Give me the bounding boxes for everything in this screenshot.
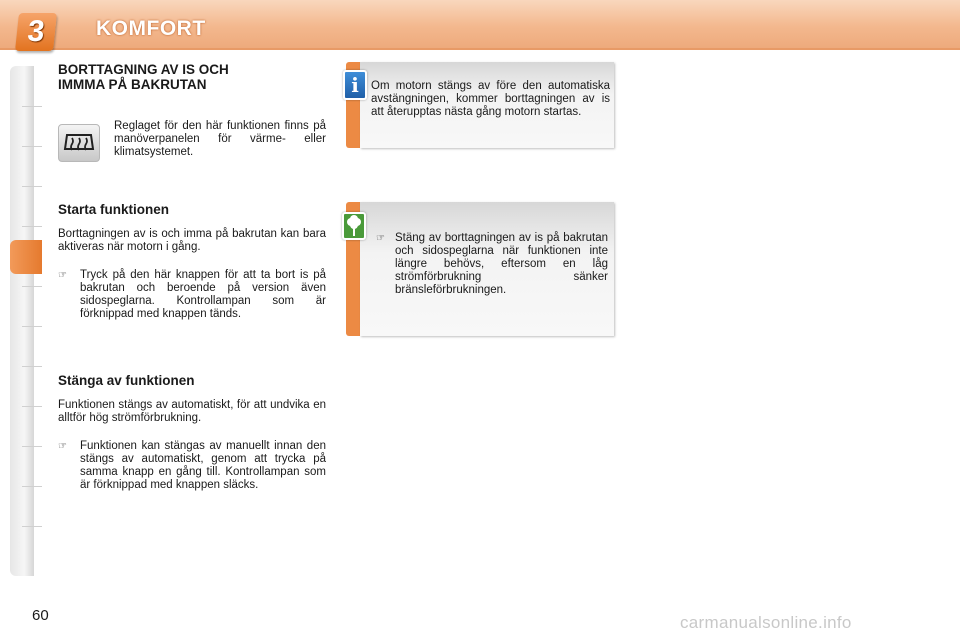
pointing-hand-icon: ☞ — [58, 441, 67, 452]
section-title — [58, 62, 229, 92]
section-title-line: IMMMA PÅ BAKRUTAN — [58, 77, 207, 92]
chapter-tab-divider — [22, 146, 42, 147]
start-text: Borttagningen av is och imma på bakrutan kan bara aktiveras när motorn i gång. — [58, 228, 326, 253]
chapter-tab-divider — [22, 326, 42, 327]
start-bullet-text: Tryck på den här knappen för att ta bort is på bakrutan och beroende på version även sidospeglarna. Kontrollampan som är förknippad med knappen tänds. — [80, 269, 326, 320]
pointing-hand-icon: ☞ — [376, 233, 385, 244]
chapter-tab-divider — [22, 406, 42, 407]
chapter-tab-divider — [22, 446, 42, 447]
eco-bullet-text: Stäng av borttagningen av is på bakrutan och sidospeglarna när funktionen inte längre behövs, eftersom en låg strömförbrukning sänker bränsleförbrukningen. — [395, 232, 608, 296]
chapter-tab-divider — [22, 366, 42, 367]
chapter-tab-active — [10, 240, 42, 274]
eco-tree-icon — [342, 212, 366, 240]
chapter-tab-divider — [22, 106, 42, 107]
chapter-tab-divider — [22, 226, 42, 227]
chapter-tab-divider — [22, 486, 42, 487]
info-panel-text: Om motorn stängs av före den automatiska avstängningen, kommer borttagningen av is att återupptas nästa gång motorn startas. — [371, 80, 610, 118]
rear-window-defrost-icon — [58, 124, 100, 162]
stop-bullet — [58, 440, 326, 492]
chapter-tab-divider — [22, 286, 42, 287]
info-icon: i — [343, 70, 367, 100]
stop-bullet-text: Funktionen kan stängas av manuellt innan den stängs av automatiskt, genom att trycka på samma knapp en gång till. Kontrollampan som är förknippad med knappen släcks. — [80, 440, 326, 491]
header-divider — [0, 48, 960, 50]
chapter-tab-divider — [22, 186, 42, 187]
section-title-line: BORTTAGNING AV IS OCH — [58, 62, 229, 77]
stop-heading: Stänga av funktionen — [58, 373, 195, 388]
eco-bullet — [376, 232, 608, 297]
chapter-title: KOMFORT — [96, 17, 206, 40]
chapter-tabs — [10, 66, 34, 576]
stop-text: Funktionen stängs av automatiskt, för att undvika en alltför hög strömförbrukning. — [58, 399, 326, 424]
pointing-hand-icon: ☞ — [58, 270, 67, 281]
page-number: 60 — [32, 607, 49, 624]
chapter-number-badge: 3 — [15, 13, 57, 51]
watermark: carmanualsonline.info — [680, 613, 852, 632]
intro-text: Reglaget för den här funktionen finns på manöverpanelen för värme- eller klimatsystemet. — [114, 120, 326, 158]
start-bullet — [58, 269, 326, 321]
start-heading: Starta funktionen — [58, 202, 170, 217]
chapter-tab-divider — [22, 526, 42, 527]
